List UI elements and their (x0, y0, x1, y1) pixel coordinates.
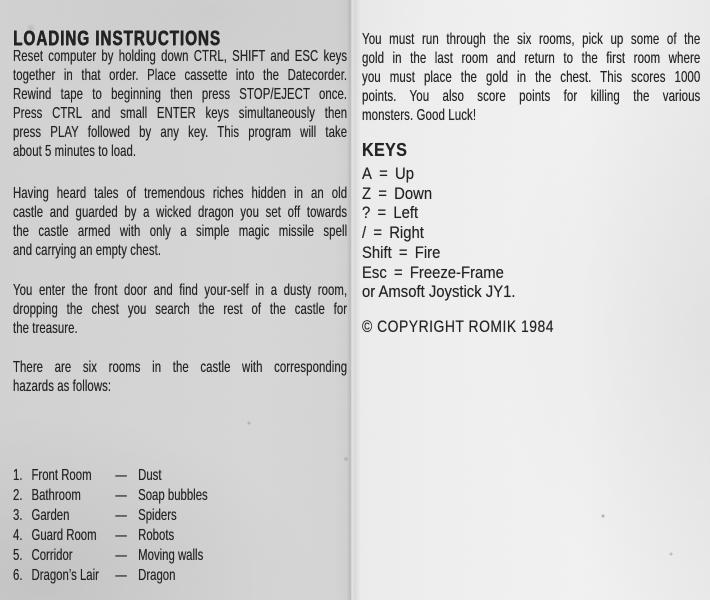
text-line: gold in the last room and return to the first room where (362, 50, 701, 67)
copyright-block (362, 318, 596, 336)
room-name: Front Room (31, 467, 92, 484)
key-action: Fire (414, 243, 441, 262)
text-line: Rewind tape to beginning then press STOP/EJECT once. (13, 86, 348, 103)
scan-speckles (0, 0, 2, 2)
key-name: Z (362, 184, 372, 203)
room-hazard: Dust (138, 467, 162, 484)
key-action: Up (394, 165, 414, 183)
equals-separator: = (373, 224, 383, 243)
equals-separator: = (379, 165, 388, 183)
paragraph-gameplay (362, 30, 710, 125)
keys-heading: KEYS (362, 140, 408, 160)
text-line: about 5 minutes to load. (13, 143, 137, 160)
key-action: Left (393, 204, 419, 223)
key-action: Right (389, 224, 424, 243)
text-line: You must run through the six rooms, pick up some of the (362, 31, 701, 48)
room-number: 6. (13, 567, 23, 584)
copyright-line: © COPYRIGHT ROMIK 1984 (362, 317, 555, 336)
key-binding-row (362, 204, 516, 224)
room-name: Garden (31, 507, 70, 524)
dash-separator: — (115, 567, 127, 584)
room-hazard: Soap bubbles (138, 487, 208, 504)
text-line: together in that order. Place cassette into the Datecorder. (13, 67, 348, 84)
room-name: Bathroom (31, 487, 81, 504)
text-line: hazards as follows: (13, 378, 112, 395)
key-action: Freeze-Frame (409, 263, 504, 282)
joystick-note: or Amsoft Joystick JY1. (362, 283, 516, 302)
key-binding-row (362, 224, 516, 244)
equals-separator: = (398, 243, 408, 262)
room-number: 4. (13, 527, 23, 544)
room-number: 5. (13, 547, 23, 564)
key-name: Esc (362, 263, 387, 282)
text-line: press PLAY followed by any key. This program will take (13, 124, 348, 141)
room-hazard: Moving walls (138, 547, 204, 564)
equals-separator: = (378, 184, 387, 203)
key-binding-row (362, 244, 516, 264)
key-action: Down (394, 184, 433, 203)
dash-separator: — (115, 547, 127, 564)
text-line: There are six rooms in the castle with corresponding (13, 359, 348, 376)
dash-separator: — (115, 527, 127, 544)
key-binding-row (362, 165, 516, 185)
text-line: dropping the chest you search the rest of the castle for (13, 301, 348, 318)
room-hazard: Spiders (138, 507, 177, 524)
dash-separator: — (115, 507, 127, 524)
key-name: / (362, 224, 367, 243)
paragraph-rooms-intro (13, 358, 483, 396)
text-line: Having heard tales of tremendous riches hidden in an old (13, 185, 348, 202)
key-name: Shift (362, 243, 392, 262)
page-title: LOADING INSTRUCTIONS (13, 26, 221, 50)
text-line: You enter the front door and find your-self in a dusty room, (13, 282, 348, 299)
text-line: points. You also score points for killing the various (362, 88, 701, 105)
key-name: ? (362, 204, 371, 223)
room-hazard-list (13, 466, 483, 586)
dash-separator: — (115, 467, 127, 484)
room-name: Dragon’s Lair (31, 567, 99, 584)
text-line: the treasure. (13, 320, 78, 337)
dash-separator: — (115, 487, 127, 504)
text-line: the castle armed with only a simple magic missile spell (13, 223, 348, 240)
text-line: castle and guarded by a wicked dragon you set off towards (13, 204, 348, 221)
key-binding-row (362, 185, 516, 205)
key-binding-row (362, 264, 516, 284)
room-hazard: Robots (138, 527, 175, 544)
key-bindings-list (362, 165, 533, 303)
room-name: Corridor (31, 547, 73, 564)
room-number: 1. (13, 467, 23, 484)
text-line: and carrying an empty chest. (13, 242, 162, 259)
keys-heading-block (362, 141, 412, 159)
text-line: you must place the gold in the chest. This scores 1000 (362, 69, 701, 86)
text-line: Press CTRL and small ENTER keys simultaneously then (13, 105, 348, 122)
room-number: 3. (13, 507, 23, 524)
text-line: monsters. Good Luck! (362, 107, 477, 124)
text-line: Reset computer by holding down CTRL, SHIFT and ESC keys (13, 48, 348, 65)
room-number: 2. (13, 487, 23, 504)
equals-separator: = (393, 263, 403, 282)
key-name: A (362, 165, 372, 183)
left-column-heading-block (13, 28, 305, 49)
equals-separator: = (377, 204, 387, 223)
room-name: Guard Room (31, 527, 97, 544)
room-hazard: Dragon (138, 567, 176, 584)
